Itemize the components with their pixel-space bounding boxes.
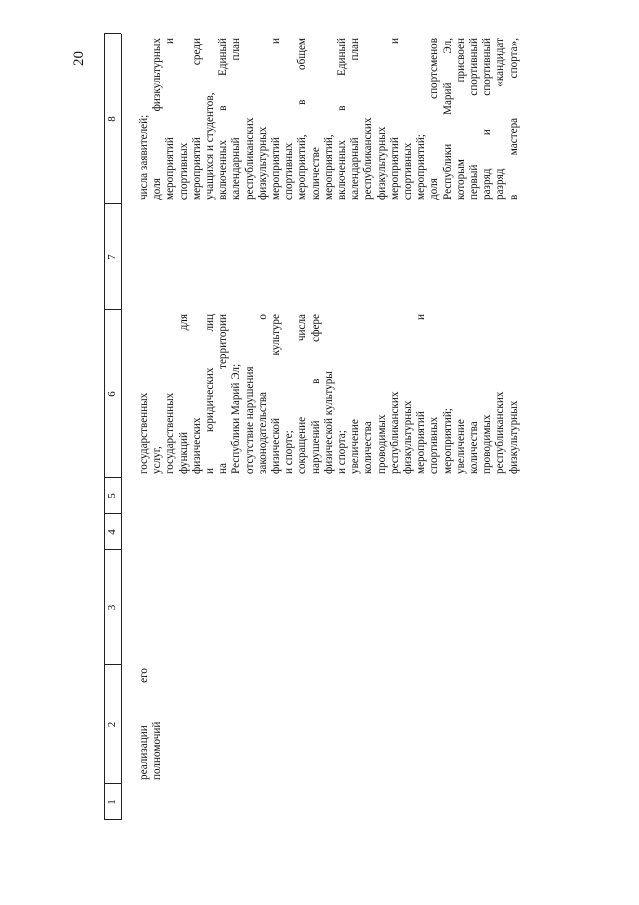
cell-line: мероприятий и [415,314,428,474]
cell-line: сокращение числа [296,314,309,474]
cell-line: числа заявителей; [138,114,150,200]
cell-line: спортивных [402,142,415,200]
cell-line: республиканских [243,117,256,200]
cell-line: проводимых [375,414,388,474]
cell-line: полномочий [151,721,164,780]
cell-line: и юридических лиц [204,314,217,474]
cell-line: доля физкультурных [151,38,164,200]
column-number-5: 5 [106,493,118,499]
cell-line: и спорта; [336,430,349,474]
cell-line: мероприятий; [441,408,454,474]
cell-line: количестве [309,147,322,200]
cell-line: Республики Марий Эл, [441,38,454,200]
cell-line: проводимых [481,414,494,474]
cell-line: услуг, [151,446,164,474]
cell-line: количества [468,421,481,474]
cell-line: календарный план [230,38,243,200]
cell-column-8 [138,38,521,200]
rotated-table [104,34,524,820]
cell-line: мероприятий и [164,38,177,200]
column-number-4: 4 [106,529,118,535]
cell-line: разряд «кандидат [494,38,507,200]
cell-line: включенных в Единый [217,38,230,200]
cell-line: включенных в Единый [336,38,349,200]
cell-line: спортивных [177,142,190,200]
header-row-border [121,34,122,820]
cell-line: на территории [217,314,230,474]
cell-line: государственных [138,392,150,474]
cell-line: количества [362,421,375,474]
cell-line: физических [190,417,203,474]
cell-line: физической культуре [270,314,283,474]
cell-line: мероприятий и [388,38,401,200]
cell-line: функций для [177,314,190,474]
column-number-2: 2 [106,721,118,728]
cell-column-6 [138,314,521,474]
cell-line: календарный план [349,38,362,200]
cell-line: мероприятий и [270,38,283,200]
cell-line: доля спортсменов [428,38,441,200]
cell-line: физической культуры [322,371,335,474]
cell-line: республиканских [362,117,375,200]
cell-line: учащихся и студентов, [204,92,217,200]
cell-line: спортивных [283,142,296,200]
cell-line: государственных [164,392,177,474]
column-number-3: 3 [106,604,118,611]
cell-line: разряд и спортивный [481,38,494,200]
cell-column-2 [138,668,164,780]
cell-line: Республики Марий Эл; [230,363,243,474]
cell-line: мероприятий; [415,134,428,200]
cell-line: физкультурных [256,126,269,200]
cell-line: физкультурных [375,126,388,200]
cell-line: спортивных [428,416,441,474]
cell-line: законодательства о [256,314,269,474]
cell-line: отсутствие нарушения [243,366,256,474]
cell-line: мероприятий, [322,134,335,200]
cell-line: республиканских [388,391,401,474]
page-number: 20 [71,51,87,66]
cell-line: реализации его [138,668,150,780]
cell-line: мероприятий, в общем [296,38,309,200]
column-number-8: 8 [106,116,118,122]
cell-line: мероприятий среди [190,38,203,200]
cell-line: первый спортивный [468,38,481,200]
cell-line: которым присвоен [454,38,467,200]
cell-line: увеличение [454,419,467,474]
cell-line: и спорте; [283,430,296,474]
cell-line: республиканских [494,391,507,474]
cell-line: в мастера спорта», [507,38,520,200]
cell-line: физкультурных [402,400,415,474]
column-number-1: 1 [106,799,118,805]
column-number-7: 7 [106,254,118,260]
cell-line: нарушений в сфере [309,314,322,474]
column-number-6: 6 [106,391,118,397]
cell-line: физкультурных [507,400,520,474]
cell-line: увеличение [349,419,362,474]
